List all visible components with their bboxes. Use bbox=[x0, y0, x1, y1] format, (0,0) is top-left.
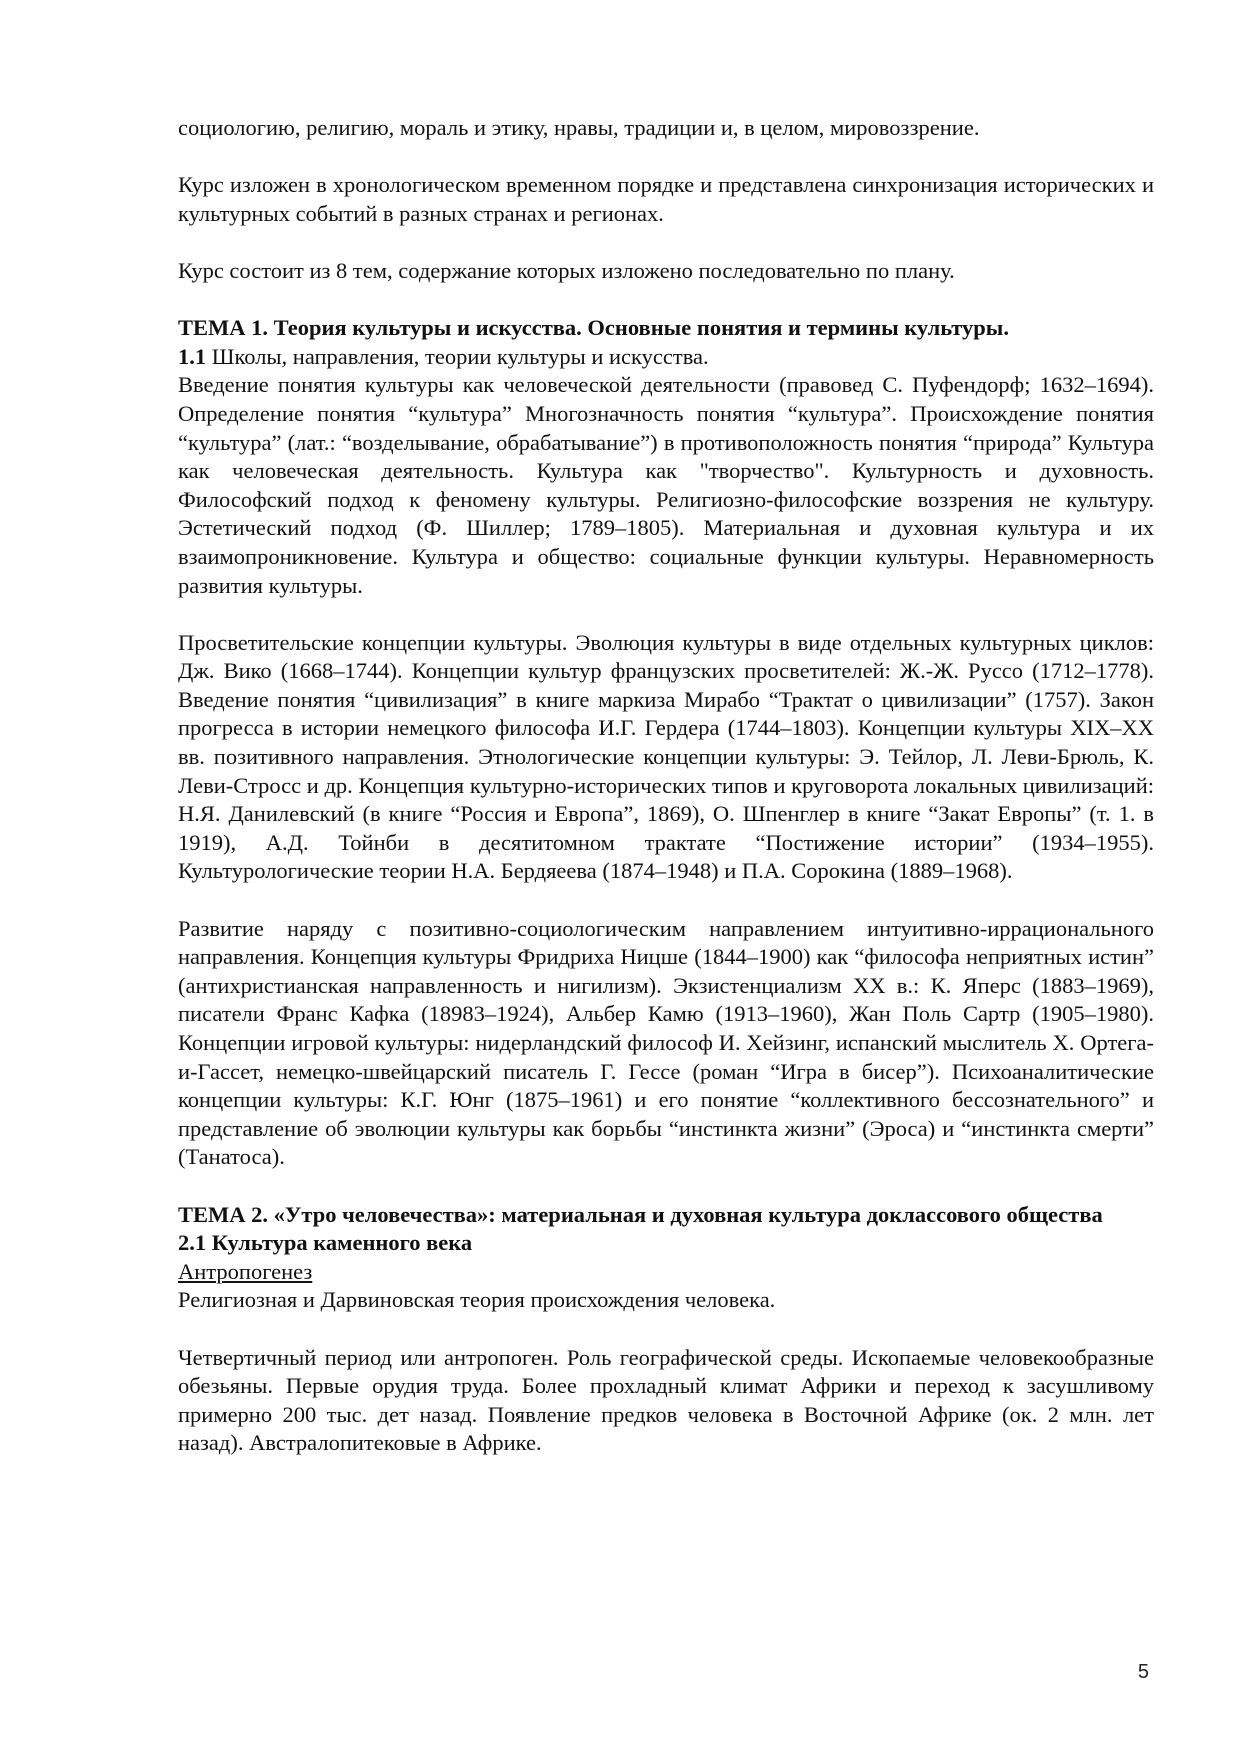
intro-paragraph-3: Курс состоит из 8 тем, содержание которых изложено последовательно по плану. bbox=[178, 257, 955, 283]
topic-1-paragraph-3: Развитие наряду с позитивно-социологическим направлением интуитивно-иррационального направления. Концепция культуры Фридриха Ницше (1844–1900) как “философа неприятных истин” (антихристианская направленность и нигилизм). Экзистенциализм XX в.: К. Яперс (1883–1969), писатели Франс Кафка (18983–1924), Альбер Камю (1913–1960), Жан Поль Сартр (1905–1980). Концепции игровой культуры: нидерландский философ И. Хейзинг, испанский мыслитель Х. Ортега-и-Гассет, немецко-швейцарский писатель Г. Гессе (роман “Игра в бисер”). Психоаналитические концепции культуры: К.Г. Юнг (1875–1961) и его понятие “коллективного бессознательного” и представление об эволюции культуры как борьбы “инстинкта жизни” (Эроса) и “инстинкта смерти” (Танатоса). bbox=[178, 915, 1154, 1170]
topic-2-heading: ТЕМА 2. «Утро человечества»: материальная и духовная культура доклассового общества bbox=[178, 1201, 1103, 1227]
section-1-1-heading bbox=[178, 343, 1154, 372]
page-number: 5 bbox=[1137, 1661, 1149, 1683]
topic-1-paragraph-1: Введение понятия культуры как человеческой деятельности (правовед С. Пуфендорф; 1632–1694). Определение понятия “культура” Многозначность понятия “культура”. Происхождение понятия “культура” (лат.: “возделывание, обрабатывание”) в противоположность понятия “природа” Культура как человеческая деятельность. Культура как "творчество". Культурность и духовность. Философский подход к феномену культуры. Религиозно-философские воззрения не культуру. Эстетический подход (Ф. Шиллер; 1789–1805). Материальная и духовная культура и их взаимопроникновение. Культура и общество: социальные функции культуры. Неравномерность развития культуры. bbox=[178, 372, 1154, 598]
intro-paragraph-1: социологию, религию, мораль и этику, нравы, традиции и, в целом, мировоззрение. bbox=[178, 115, 980, 140]
document-body bbox=[178, 114, 1154, 1458]
section-1-1-title: Школы, направления, теории культуры и искусства. bbox=[206, 343, 709, 369]
topic-1-paragraph-2: Просветительские концепции культуры. Эволюция культуры в виде отдельных культурных циклов: Дж. Вико (1668–1744). Концепции культур французских просветителей: Ж.-Ж. Руссо (1712–1778). Введение понятия “цивилизация” в книге маркиза Мирабо “Трактат о цивилизации” (1757). Закон прогресса в истории немецкого философа И.Г. Гердера (1744–1803). Концепции культуры XIX–XX вв. позитивного направления. Этнологические концепции культуры: Э. Тейлор, Л. Леви-Брюль, К. Леви-Стросс и др. Концепция культурно-исторических типов и круговорота локальных цивилизаций: Н.Я. Данилевский (в книге “Россия и Европа”, 1869), О. Шпенглер в книге “Закат Европы” (т. 1. в 1919), А.Д. Тойнби в десятитомном трактате “Постижение истории” (1934–1955). Культурологические теории Н.А. Бердяеева (1874–1948) и П.А. Сорокина (1889–1968). bbox=[178, 629, 1154, 884]
subsection-anthropogenesis bbox=[178, 1258, 1154, 1287]
topic-2-paragraph-1: Религиозная и Дарвиновская теория происхождения человека. bbox=[178, 1287, 776, 1313]
section-2-1-heading: 2.1 Культура каменного века bbox=[178, 1230, 473, 1256]
subsection-anthropogenesis-label: Антропогенез bbox=[178, 1258, 313, 1284]
intro-paragraph-2: Курс изложен в хронологическом временном порядке и представлена синхронизация исторических и культурных событий в разных странах и регионах. bbox=[178, 172, 1154, 226]
section-1-1-number: 1.1 bbox=[178, 343, 207, 369]
topic-2-paragraph-2: Четвертичный период или антропоген. Роль географической среды. Ископаемые человекообразные обезьяны. Первые орудия труда. Более прохладный климат Африки и переход к засушливому примерно 200 тыс. дет назад. Появление предков человека в Восточной Африке (ок. 2 млн. лет назад). Австралопитековые в Африке. bbox=[178, 1344, 1154, 1456]
topic-1-heading: ТЕМА 1. Теория культуры и искусства. Основные понятия и термины культуры. bbox=[178, 315, 1009, 341]
